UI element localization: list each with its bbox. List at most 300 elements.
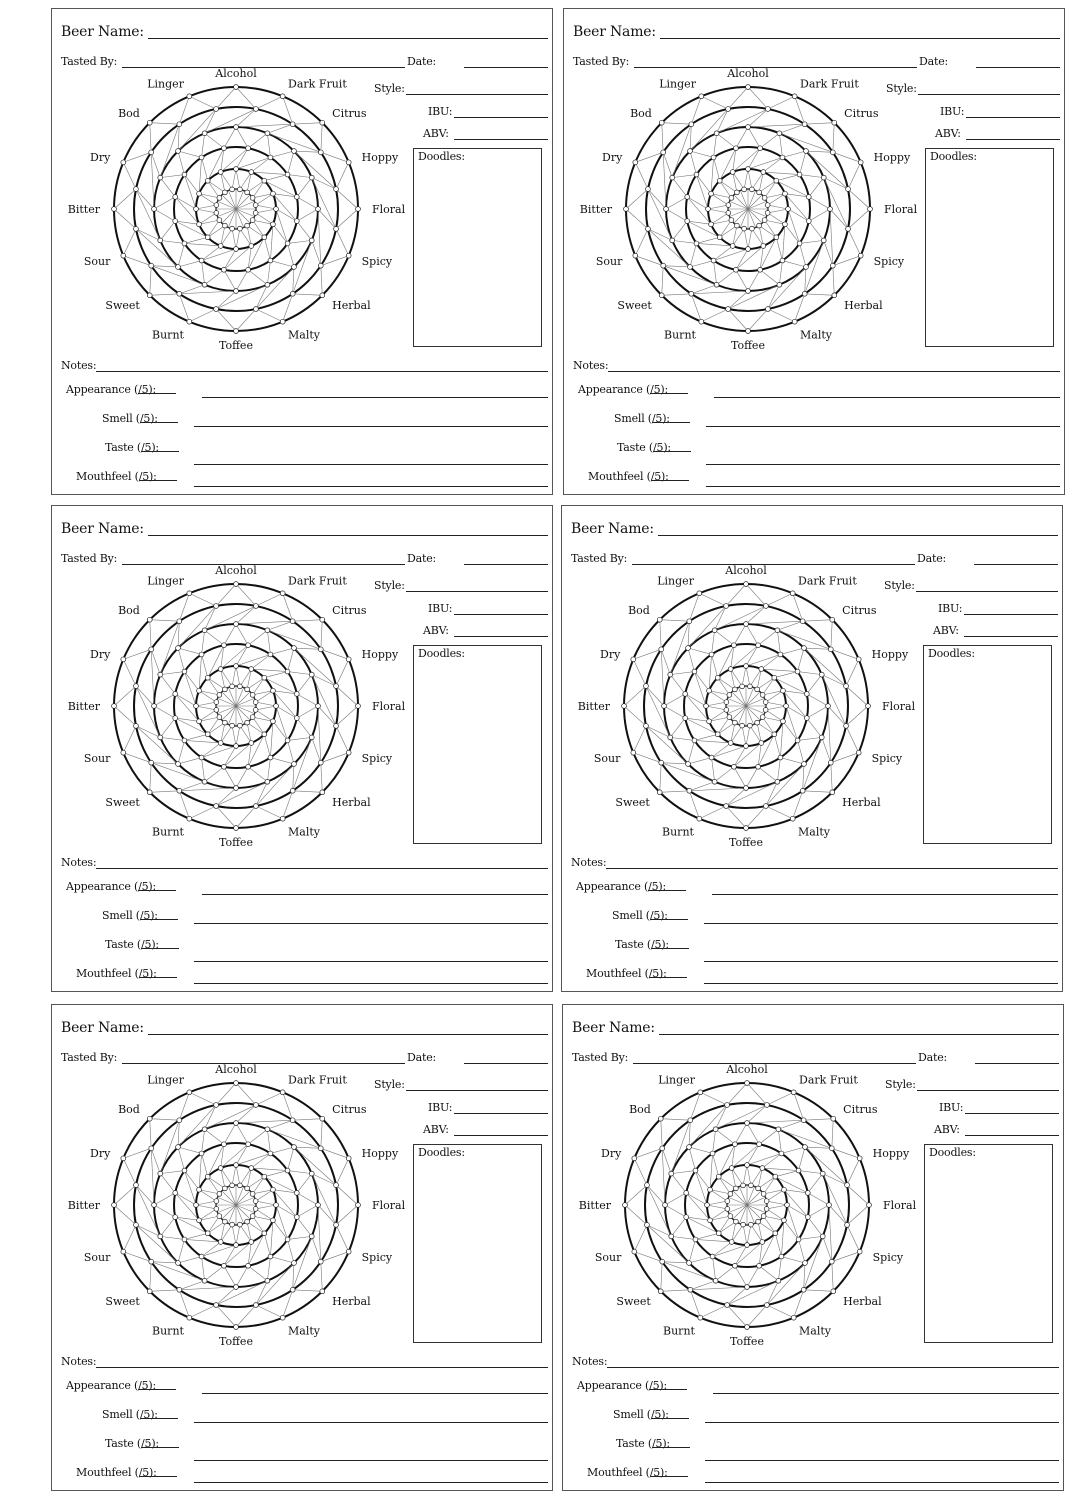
wheel-rating-dot[interactable] — [222, 1142, 227, 1147]
wheel-rating-dot[interactable] — [253, 107, 258, 112]
wheel-rating-dot[interactable] — [732, 687, 737, 692]
wheel-rating-dot[interactable] — [761, 1214, 766, 1219]
wheel-rating-dot[interactable] — [724, 708, 729, 713]
wheel-rating-dot[interactable] — [182, 1237, 187, 1242]
wheel-rating-dot[interactable] — [147, 790, 152, 795]
wheel-rating-dot[interactable] — [687, 788, 692, 793]
mouthfeel-score-field[interactable] — [139, 1466, 177, 1477]
wheel-rating-dot[interactable] — [187, 319, 192, 324]
wheel-rating-dot[interactable] — [657, 790, 662, 795]
wheel-rating-dot[interactable] — [803, 1261, 808, 1266]
wheel-rating-dot[interactable] — [173, 692, 178, 697]
wheel-rating-dot[interactable] — [250, 715, 255, 720]
wheel-rating-dot[interactable] — [294, 1191, 299, 1196]
wheel-rating-dot[interactable] — [644, 684, 649, 689]
wheel-rating-dot[interactable] — [309, 1234, 314, 1239]
wheel-rating-dot[interactable] — [246, 1263, 251, 1268]
wheel-rating-dot[interactable] — [290, 291, 295, 296]
wheel-rating-dot[interactable] — [176, 1145, 181, 1150]
wheel-rating-dot[interactable] — [845, 1183, 850, 1188]
wheel-rating-dot[interactable] — [762, 218, 767, 223]
wheel-rating-dot[interactable] — [320, 1116, 325, 1121]
wheel-rating-dot[interactable] — [197, 222, 202, 227]
wheel-rating-dot[interactable] — [660, 1259, 665, 1264]
wheel-rating-dot[interactable] — [268, 652, 273, 657]
wheel-rating-dot[interactable] — [776, 1127, 781, 1132]
wheel-rating-dot[interactable] — [741, 1183, 746, 1188]
wheel-rating-dot[interactable] — [685, 195, 690, 200]
wheel-rating-dot[interactable] — [704, 704, 709, 709]
wheel-rating-dot[interactable] — [177, 1118, 182, 1123]
wheel-rating-dot[interactable] — [214, 708, 219, 713]
wheel-rating-dot[interactable] — [724, 700, 729, 705]
wheel-rating-dot[interactable] — [728, 741, 733, 746]
wheel-rating-dot[interactable] — [249, 170, 254, 175]
mouthfeel-notes-field[interactable] — [194, 983, 548, 984]
wheel-rating-dot[interactable] — [693, 1237, 698, 1242]
smell-notes-field[interactable] — [194, 426, 548, 427]
smell-score-field[interactable] — [651, 1408, 689, 1419]
wheel-rating-dot[interactable] — [765, 203, 770, 208]
wheel-rating-dot[interactable] — [728, 1214, 733, 1219]
wheel-rating-dot[interactable] — [684, 1191, 689, 1196]
wheel-rating-dot[interactable] — [320, 790, 325, 795]
wheel-rating-dot[interactable] — [760, 692, 765, 697]
wheel-rating-dot[interactable] — [356, 207, 361, 212]
wheel-rating-dot[interactable] — [187, 816, 192, 821]
wheel-rating-dot[interactable] — [668, 672, 673, 677]
wheel-rating-dot[interactable] — [819, 672, 824, 677]
wheel-rating-dot[interactable] — [756, 764, 761, 769]
wheel-rating-dot[interactable] — [760, 715, 765, 720]
wheel-rating-dot[interactable] — [757, 1263, 762, 1268]
wheel-rating-dot[interactable] — [265, 131, 270, 136]
wheel-rating-dot[interactable] — [187, 591, 192, 596]
wheel-rating-dot[interactable] — [804, 265, 809, 270]
wheel-rating-dot[interactable] — [149, 150, 154, 155]
wheel-rating-dot[interactable] — [182, 738, 187, 743]
wheel-rating-dot[interactable] — [245, 223, 250, 228]
wheel-rating-dot[interactable] — [683, 716, 688, 721]
wheel-rating-dot[interactable] — [729, 1240, 734, 1245]
wheel-rating-dot[interactable] — [689, 122, 694, 127]
wheel-rating-dot[interactable] — [250, 692, 255, 697]
wheel-rating-dot[interactable] — [688, 1118, 693, 1123]
wheel-rating-dot[interactable] — [728, 667, 733, 672]
wheel-rating-dot[interactable] — [828, 207, 833, 212]
wheel-rating-dot[interactable] — [176, 149, 181, 154]
wheel-rating-dot[interactable] — [745, 1081, 750, 1086]
wheel-rating-dot[interactable] — [234, 85, 239, 90]
appearance-score-field[interactable] — [138, 383, 176, 394]
wheel-rating-dot[interactable] — [202, 1127, 207, 1132]
wheel-rating-dot[interactable] — [234, 1121, 239, 1126]
wheel-rating-dot[interactable] — [346, 1156, 351, 1161]
wheel-rating-dot[interactable] — [249, 1240, 254, 1245]
wheel-rating-dot[interactable] — [268, 1151, 273, 1156]
appearance-score-field[interactable] — [650, 383, 688, 394]
wheel-rating-dot[interactable] — [309, 238, 314, 243]
wheel-rating-dot[interactable] — [828, 760, 833, 765]
wheel-rating-dot[interactable] — [318, 760, 323, 765]
wheel-rating-dot[interactable] — [290, 122, 295, 127]
wheel-rating-dot[interactable] — [729, 1166, 734, 1171]
wheel-rating-dot[interactable] — [760, 1166, 765, 1171]
wheel-rating-dot[interactable] — [205, 1231, 210, 1236]
wheel-rating-dot[interactable] — [253, 804, 258, 809]
wheel-rating-dot[interactable] — [149, 647, 154, 652]
wheel-rating-dot[interactable] — [775, 779, 780, 784]
wheel-rating-dot[interactable] — [764, 1103, 769, 1108]
wheel-rating-dot[interactable] — [783, 191, 788, 196]
wheel-rating-dot[interactable] — [725, 1103, 730, 1108]
wheel-rating-dot[interactable] — [217, 195, 222, 200]
wheel-rating-dot[interactable] — [222, 1219, 227, 1224]
wheel-rating-dot[interactable] — [205, 675, 210, 680]
wheel-rating-dot[interactable] — [222, 764, 227, 769]
wheel-rating-dot[interactable] — [782, 1218, 787, 1223]
taste-notes-field[interactable] — [194, 1460, 548, 1461]
wheel-rating-dot[interactable] — [623, 1203, 628, 1208]
wheel-rating-dot[interactable] — [745, 1121, 750, 1126]
wheel-rating-dot[interactable] — [761, 1191, 766, 1196]
wheel-rating-dot[interactable] — [253, 1207, 258, 1212]
wheel-rating-dot[interactable] — [710, 1151, 715, 1156]
wheel-rating-dot[interactable] — [712, 628, 717, 633]
wheel-rating-dot[interactable] — [271, 1187, 276, 1192]
wheel-rating-dot[interactable] — [294, 1215, 299, 1220]
wheel-rating-dot[interactable] — [715, 675, 720, 680]
wheel-rating-dot[interactable] — [694, 241, 699, 246]
wheel-rating-dot[interactable] — [285, 738, 290, 743]
smell-score-field[interactable] — [652, 412, 690, 423]
wheel-rating-dot[interactable] — [245, 720, 250, 725]
wheel-rating-dot[interactable] — [659, 293, 664, 298]
wheel-rating-dot[interactable] — [856, 750, 861, 755]
wheel-rating-dot[interactable] — [820, 1234, 825, 1239]
taste-score-field[interactable] — [141, 1437, 179, 1448]
wheel-rating-dot[interactable] — [271, 688, 276, 693]
wheel-rating-dot[interactable] — [732, 764, 737, 769]
wheel-rating-dot[interactable] — [197, 1218, 202, 1223]
wheel-rating-dot[interactable] — [173, 219, 178, 224]
wheel-rating-dot[interactable] — [792, 94, 797, 99]
wheel-rating-dot[interactable] — [134, 187, 139, 192]
wheel-rating-dot[interactable] — [292, 762, 297, 767]
wheel-rating-dot[interactable] — [759, 741, 764, 746]
wheel-rating-dot[interactable] — [734, 223, 739, 228]
wheel-rating-dot[interactable] — [705, 1203, 710, 1208]
taste-notes-field[interactable] — [194, 961, 548, 962]
wheel-rating-dot[interactable] — [684, 1215, 689, 1220]
wheel-rating-dot[interactable] — [316, 207, 321, 212]
wheel-rating-dot[interactable] — [790, 816, 795, 821]
wheel-rating-dot[interactable] — [245, 1186, 250, 1191]
mouthfeel-notes-field[interactable] — [706, 486, 1060, 487]
wheel-rating-dot[interactable] — [346, 657, 351, 662]
smell-score-field[interactable] — [140, 412, 178, 423]
wheel-rating-dot[interactable] — [795, 738, 800, 743]
wheel-rating-dot[interactable] — [262, 1231, 267, 1236]
wheel-rating-dot[interactable] — [320, 293, 325, 298]
wheel-rating-dot[interactable] — [182, 669, 187, 674]
wheel-rating-dot[interactable] — [759, 667, 764, 672]
wheel-rating-dot[interactable] — [709, 191, 714, 196]
wheel-rating-dot[interactable] — [732, 643, 737, 648]
wheel-rating-dot[interactable] — [194, 207, 199, 212]
wheel-rating-dot[interactable] — [230, 723, 235, 728]
wheel-rating-dot[interactable] — [750, 226, 755, 231]
wheel-rating-dot[interactable] — [830, 150, 835, 155]
wheel-rating-dot[interactable] — [689, 291, 694, 296]
wheel-rating-dot[interactable] — [777, 282, 782, 287]
wheel-rating-dot[interactable] — [784, 704, 789, 709]
wheel-rating-dot[interactable] — [730, 244, 735, 249]
wheel-rating-dot[interactable] — [246, 146, 251, 151]
wheel-rating-dot[interactable] — [158, 1234, 163, 1239]
wheel-rating-dot[interactable] — [669, 1234, 674, 1239]
wheel-rating-dot[interactable] — [218, 741, 223, 746]
wheel-rating-dot[interactable] — [199, 258, 204, 263]
wheel-rating-dot[interactable] — [253, 203, 258, 208]
wheel-rating-dot[interactable] — [827, 1203, 832, 1208]
wheel-rating-dot[interactable] — [222, 190, 227, 195]
wheel-rating-dot[interactable] — [846, 226, 851, 231]
wheel-rating-dot[interactable] — [214, 1103, 219, 1108]
wheel-rating-dot[interactable] — [217, 1214, 222, 1219]
mouthfeel-notes-field[interactable] — [705, 1482, 1059, 1483]
wheel-rating-dot[interactable] — [791, 1315, 796, 1320]
wheel-rating-dot[interactable] — [222, 223, 227, 228]
wheel-rating-dot[interactable] — [222, 146, 227, 151]
wheel-rating-dot[interactable] — [668, 735, 673, 740]
smell-notes-field[interactable] — [705, 1422, 1059, 1423]
appearance-notes-field[interactable] — [202, 1393, 548, 1394]
wheel-rating-dot[interactable] — [659, 647, 664, 652]
wheel-rating-dot[interactable] — [697, 591, 702, 596]
wheel-rating-dot[interactable] — [821, 175, 826, 180]
wheel-rating-dot[interactable] — [697, 816, 702, 821]
wheel-rating-dot[interactable] — [268, 1254, 273, 1259]
wheel-rating-dot[interactable] — [757, 190, 762, 195]
wheel-rating-dot[interactable] — [253, 708, 258, 713]
wheel-rating-dot[interactable] — [796, 1168, 801, 1173]
wheel-rating-dot[interactable] — [741, 1222, 746, 1227]
wheel-rating-dot[interactable] — [785, 1203, 790, 1208]
smell-notes-field[interactable] — [194, 1422, 548, 1423]
wheel-rating-dot[interactable] — [199, 1151, 204, 1156]
wheel-rating-dot[interactable] — [725, 1303, 730, 1308]
wheel-rating-dot[interactable] — [744, 744, 749, 749]
wheel-rating-dot[interactable] — [152, 207, 157, 212]
wheel-rating-dot[interactable] — [772, 675, 777, 680]
smell-notes-field[interactable] — [194, 923, 548, 924]
wheel-rating-dot[interactable] — [121, 657, 126, 662]
wheel-rating-dot[interactable] — [249, 667, 254, 672]
wheel-rating-dot[interactable] — [694, 172, 699, 177]
wheel-rating-dot[interactable] — [746, 289, 751, 294]
wheel-rating-dot[interactable] — [645, 1183, 650, 1188]
wheel-rating-dot[interactable] — [716, 1174, 721, 1179]
wheel-rating-dot[interactable] — [699, 94, 704, 99]
wheel-rating-dot[interactable] — [802, 122, 807, 127]
wheel-rating-dot[interactable] — [309, 1171, 314, 1176]
wheel-rating-dot[interactable] — [781, 688, 786, 693]
wheel-rating-dot[interactable] — [268, 155, 273, 160]
wheel-rating-dot[interactable] — [271, 1218, 276, 1223]
wheel-rating-dot[interactable] — [147, 617, 152, 622]
wheel-rating-dot[interactable] — [744, 622, 749, 627]
appearance-notes-field[interactable] — [202, 397, 548, 398]
wheel-rating-dot[interactable] — [829, 1259, 834, 1264]
wheel-rating-dot[interactable] — [661, 150, 666, 155]
wheel-rating-dot[interactable] — [285, 241, 290, 246]
appearance-score-field[interactable] — [648, 880, 686, 891]
mouthfeel-score-field[interactable] — [139, 967, 177, 978]
wheel-rating-dot[interactable] — [253, 211, 258, 216]
wheel-rating-dot[interactable] — [717, 235, 722, 240]
wheel-rating-dot[interactable] — [858, 160, 863, 165]
wheel-rating-dot[interactable] — [187, 1315, 192, 1320]
wheel-rating-dot[interactable] — [763, 708, 768, 713]
wheel-rating-dot[interactable] — [791, 1090, 796, 1095]
wheel-rating-dot[interactable] — [253, 1199, 258, 1204]
wheel-rating-dot[interactable] — [177, 619, 182, 624]
wheel-rating-dot[interactable] — [742, 226, 747, 231]
wheel-rating-dot[interactable] — [763, 604, 768, 609]
wheel-rating-dot[interactable] — [779, 1151, 784, 1156]
wheel-rating-dot[interactable] — [265, 1127, 270, 1132]
wheel-rating-dot[interactable] — [670, 175, 675, 180]
wheel-rating-dot[interactable] — [755, 687, 760, 692]
wheel-rating-dot[interactable] — [765, 211, 770, 216]
wheel-rating-dot[interactable] — [733, 1142, 738, 1147]
wheel-rating-dot[interactable] — [316, 1203, 321, 1208]
wheel-rating-dot[interactable] — [147, 293, 152, 298]
wheel-rating-dot[interactable] — [826, 704, 831, 709]
wheel-rating-dot[interactable] — [801, 1287, 806, 1292]
wheel-rating-dot[interactable] — [197, 719, 202, 724]
wheel-rating-dot[interactable] — [253, 307, 258, 312]
wheel-rating-dot[interactable] — [686, 762, 691, 767]
wheel-rating-dot[interactable] — [746, 125, 751, 130]
wheel-rating-dot[interactable] — [782, 1187, 787, 1192]
wheel-rating-dot[interactable] — [698, 1090, 703, 1095]
wheel-rating-dot[interactable] — [214, 1303, 219, 1308]
wheel-rating-dot[interactable] — [112, 207, 117, 212]
wheel-rating-dot[interactable] — [800, 619, 805, 624]
wheel-rating-dot[interactable] — [726, 211, 731, 216]
wheel-rating-dot[interactable] — [230, 187, 235, 192]
wheel-rating-dot[interactable] — [728, 1191, 733, 1196]
wheel-rating-dot[interactable] — [202, 1278, 207, 1283]
wheel-rating-dot[interactable] — [294, 716, 299, 721]
wheel-rating-dot[interactable] — [334, 684, 339, 689]
wheel-rating-dot[interactable] — [187, 94, 192, 99]
wheel-rating-dot[interactable] — [778, 652, 783, 657]
wheel-rating-dot[interactable] — [158, 175, 163, 180]
wheel-rating-dot[interactable] — [748, 684, 753, 689]
wheel-rating-dot[interactable] — [218, 1240, 223, 1245]
wheel-rating-dot[interactable] — [173, 716, 178, 721]
wheel-rating-dot[interactable] — [773, 1231, 778, 1236]
wheel-rating-dot[interactable] — [285, 1168, 290, 1173]
wheel-rating-dot[interactable] — [746, 85, 751, 90]
wheel-rating-dot[interactable] — [177, 1287, 182, 1292]
wheel-rating-dot[interactable] — [149, 760, 154, 765]
wheel-rating-dot[interactable] — [158, 672, 163, 677]
wheel-rating-dot[interactable] — [334, 226, 339, 231]
wheel-rating-dot[interactable] — [334, 1222, 339, 1227]
wheel-rating-dot[interactable] — [780, 258, 785, 263]
wheel-rating-dot[interactable] — [158, 238, 163, 243]
wheel-rating-dot[interactable] — [218, 1166, 223, 1171]
wheel-rating-dot[interactable] — [846, 187, 851, 192]
wheel-rating-dot[interactable] — [745, 1285, 750, 1290]
wheel-rating-dot[interactable] — [632, 1249, 637, 1254]
wheel-rating-dot[interactable] — [708, 1218, 713, 1223]
wheel-rating-dot[interactable] — [819, 735, 824, 740]
wheel-rating-dot[interactable] — [222, 267, 227, 272]
wheel-rating-dot[interactable] — [761, 244, 766, 249]
wheel-rating-dot[interactable] — [218, 170, 223, 175]
wheel-rating-dot[interactable] — [661, 263, 666, 268]
wheel-rating-dot[interactable] — [763, 700, 768, 705]
wheel-rating-dot[interactable] — [631, 657, 636, 662]
wheel-rating-dot[interactable] — [112, 1203, 117, 1208]
notes-field[interactable] — [607, 1367, 1059, 1368]
wheel-rating-dot[interactable] — [194, 1203, 199, 1208]
appearance-score-field[interactable] — [138, 880, 176, 891]
wheel-rating-dot[interactable] — [173, 195, 178, 200]
wheel-rating-dot[interactable] — [290, 788, 295, 793]
wheel-rating-dot[interactable] — [320, 1289, 325, 1294]
wheel-rating-dot[interactable] — [631, 750, 636, 755]
wheel-rating-dot[interactable] — [688, 265, 693, 270]
wheel-rating-dot[interactable] — [294, 219, 299, 224]
wheel-rating-dot[interactable] — [744, 582, 749, 587]
wheel-rating-dot[interactable] — [182, 1168, 187, 1173]
wheel-rating-dot[interactable] — [197, 688, 202, 693]
wheel-rating-dot[interactable] — [238, 1183, 243, 1188]
wheel-rating-dot[interactable] — [685, 219, 690, 224]
wheel-rating-dot[interactable] — [733, 1263, 738, 1268]
wheel-rating-dot[interactable] — [724, 604, 729, 609]
wheel-rating-dot[interactable] — [214, 107, 219, 112]
wheel-rating-dot[interactable] — [857, 1249, 862, 1254]
wheel-rating-dot[interactable] — [265, 779, 270, 784]
appearance-score-field[interactable] — [138, 1379, 176, 1390]
wheel-rating-dot[interactable] — [774, 178, 779, 183]
wheel-rating-dot[interactable] — [234, 1285, 239, 1290]
wheel-rating-dot[interactable] — [797, 172, 802, 177]
smell-notes-field[interactable] — [706, 426, 1060, 427]
wheel-rating-dot[interactable] — [633, 253, 638, 258]
wheel-rating-dot[interactable] — [316, 704, 321, 709]
wheel-rating-dot[interactable] — [217, 218, 222, 223]
wheel-rating-dot[interactable] — [844, 684, 849, 689]
wheel-rating-dot[interactable] — [121, 750, 126, 755]
wheel-rating-dot[interactable] — [262, 178, 267, 183]
wheel-rating-dot[interactable] — [828, 647, 833, 652]
wheel-rating-dot[interactable] — [280, 1090, 285, 1095]
wheel-rating-dot[interactable] — [711, 258, 716, 263]
wheel-rating-dot[interactable] — [246, 643, 251, 648]
wheel-rating-dot[interactable] — [802, 762, 807, 767]
wheel-rating-dot[interactable] — [821, 238, 826, 243]
wheel-rating-dot[interactable] — [765, 107, 770, 112]
wheel-rating-dot[interactable] — [729, 218, 734, 223]
